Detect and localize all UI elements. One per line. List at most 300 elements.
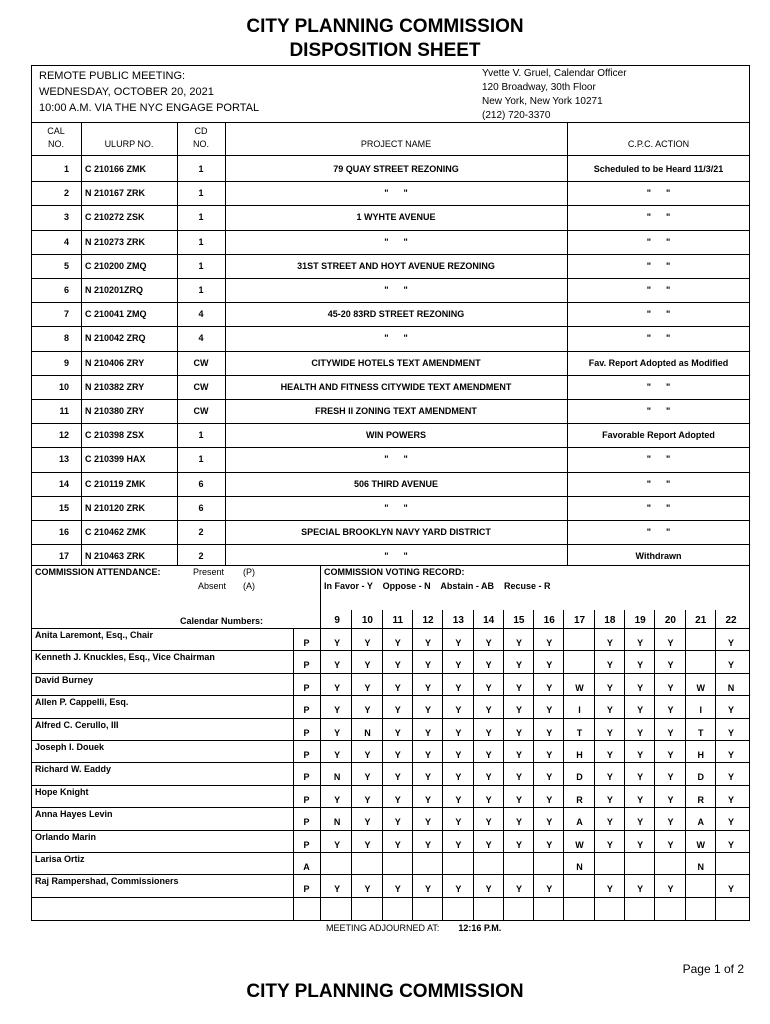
cpc-action: " ": [646, 260, 671, 271]
attendance-mark: P: [303, 750, 310, 760]
vote-cell: Y: [485, 638, 492, 648]
ulurp-number: C 210166 ZMK: [85, 164, 147, 174]
vote-cell: Y: [455, 772, 462, 783]
calendar-row: [31, 423, 750, 447]
ulurp-number: N 210463 ZRK: [85, 551, 146, 562]
vote-cell: Y: [546, 638, 553, 648]
project-name: HEALTH AND FITNESS CITYWIDE TEXT AMENDMENT: [280, 381, 512, 392]
next-page-title: CITY PLANNING COMMISSION: [246, 981, 524, 1002]
cpc-action: " ": [646, 285, 671, 295]
vote-cell: Y: [394, 638, 401, 648]
attendance-mark: P: [303, 839, 310, 850]
cal-number: 4: [63, 236, 69, 247]
vote-cell: Y: [546, 727, 553, 738]
vote-cell: I: [699, 705, 702, 716]
cpc-action: Withdrawn: [635, 551, 682, 562]
project-name: " ": [384, 285, 408, 295]
vote-cell: Y: [485, 682, 492, 693]
vote-cell: Y: [546, 660, 553, 671]
vote-cell: Y: [667, 839, 674, 850]
attendance-mark: A: [303, 862, 310, 872]
vote-cell: Y: [728, 772, 735, 783]
cd-number: CW: [193, 381, 209, 392]
vote-cell: Y: [637, 705, 644, 716]
vote-cell: Y: [334, 638, 341, 648]
vote-cell: Y: [364, 884, 371, 895]
vote-cell: Y: [364, 660, 371, 671]
cd-number: 1: [198, 430, 204, 441]
vote-cell: Y: [425, 638, 432, 648]
cd-number: CW: [193, 357, 209, 368]
vote-cell: Y: [455, 817, 462, 828]
vote-cell: Y: [606, 660, 613, 671]
vote-cell: Y: [364, 705, 371, 716]
vote-cell: Y: [334, 750, 341, 760]
meeting-type: REMOTE PUBLIC MEETING:: [39, 70, 186, 82]
vote-cell: A: [576, 817, 583, 828]
vote-cell: T: [697, 727, 704, 738]
vote-cell: Y: [728, 839, 735, 850]
ulurp-number: C 210041 ZMQ: [85, 309, 147, 320]
vote-cell: Y: [394, 839, 401, 850]
vote-cell: Y: [515, 660, 522, 671]
project-name: 506 THIRD AVENUE: [353, 478, 439, 489]
cd-number: CW: [193, 406, 209, 416]
project-name: 45-20 83RD STREET REZONING: [327, 309, 465, 320]
vote-cell: Y: [515, 750, 522, 760]
vote-cell: Y: [425, 817, 432, 828]
vote-cell: Y: [425, 727, 432, 738]
adjourned-label: MEETING ADJOURNED AT:: [326, 923, 440, 933]
ulurp-number: N 210406 ZRY: [85, 357, 145, 368]
vote-cell: Y: [606, 794, 613, 805]
officer-name: Yvette V. Gruel, Calendar Officer: [482, 68, 627, 79]
cal-number: 10: [58, 381, 69, 392]
cpc-action: " ": [646, 188, 671, 199]
commissioner-name: Anita Laremont, Esq., Chair: [35, 630, 154, 640]
commissioner-name: Hope Knight: [35, 786, 89, 797]
vote-cell: Y: [637, 660, 644, 671]
vote-cell: Y: [485, 705, 492, 716]
vote-cell: W: [696, 682, 705, 693]
ulurp-number: C 210398 ZSX: [85, 430, 145, 441]
cpc-action: " ": [646, 502, 671, 513]
vote-cell: Y: [637, 750, 644, 760]
voting-record-label: COMMISSION VOTING RECORD:: [324, 567, 465, 577]
vote-cell: Y: [425, 750, 432, 760]
vote-cell: Y: [728, 794, 735, 805]
cal-number: 2: [63, 188, 69, 199]
vote-cell: Y: [485, 839, 492, 850]
vote-cell: W: [575, 839, 584, 850]
vote-cell: Y: [455, 794, 462, 805]
commissioner-name: Anna Hayes Levin: [35, 809, 113, 820]
vote-cell: Y: [667, 794, 674, 805]
attendance-mark: P: [303, 638, 310, 648]
calendar-number-header: 10: [361, 615, 373, 626]
project-name: 79 QUAY STREET REZONING: [333, 164, 459, 174]
vote-cell: Y: [637, 772, 644, 783]
vote-cell: I: [578, 705, 581, 716]
project-name: " ": [384, 188, 408, 199]
calendar-number-header: 20: [664, 615, 676, 626]
calendar-row: [31, 254, 750, 278]
vote-cell: Y: [637, 884, 644, 895]
vote-cell: N: [364, 727, 371, 738]
cal-number: 14: [58, 478, 69, 489]
cal-number: 7: [63, 309, 69, 320]
calendar-number-header: 16: [543, 615, 555, 626]
vote-cell: Y: [728, 660, 735, 671]
vote-cell: Y: [606, 682, 613, 693]
officer-city: New York, New York 10271: [482, 96, 603, 107]
vote-cell: Y: [425, 705, 432, 716]
vote-cell: Y: [455, 660, 462, 671]
meeting-info: [39, 68, 259, 116]
calendar-row: [31, 496, 750, 520]
vote-cell: Y: [515, 817, 522, 828]
vote-cell: Y: [425, 660, 432, 671]
calendar-row: [31, 472, 750, 496]
calendar-row: [31, 375, 750, 399]
vote-cell: Y: [606, 772, 613, 783]
calendar-number-header: 17: [573, 615, 586, 626]
cd-number: 1: [198, 454, 204, 465]
calendar-number-header: 22: [725, 615, 737, 626]
calendar-numbers-label: Calendar Numbers:: [180, 616, 264, 626]
attendance-mark: P: [303, 772, 310, 783]
cd-number: 1: [198, 164, 204, 174]
cd-number: 4: [198, 333, 204, 344]
vote-cell: Y: [667, 660, 674, 671]
vote-cell: Y: [455, 705, 462, 716]
ulurp-number: N 210380 ZRY: [85, 406, 145, 416]
cal-number: 6: [63, 285, 69, 295]
vote-cell: Y: [334, 727, 341, 738]
vote-cell: Y: [364, 817, 371, 828]
vote-cell: Y: [606, 839, 613, 850]
ulurp-number: N 210167 ZRK: [85, 188, 146, 199]
cd-number: 6: [198, 502, 204, 513]
calendar-row: [31, 205, 750, 229]
ulurp-number: C 210462 ZMK: [85, 527, 147, 537]
cd-number: 2: [198, 527, 204, 537]
vote-cell: Y: [334, 884, 341, 895]
document-subtitle: DISPOSITION SHEET: [289, 40, 481, 61]
project-name: " ": [384, 502, 408, 513]
cpc-action: " ": [646, 381, 671, 392]
calendar-number-header: 12: [422, 615, 434, 626]
vote-cell: Y: [485, 794, 492, 805]
calendar-number-header: 11: [392, 615, 404, 626]
vote-cell: N: [333, 817, 341, 828]
calendar-number-header: 14: [483, 615, 495, 626]
col-cd-header: CD NO.: [192, 126, 209, 149]
commissioner-name: Kenneth J. Knuckles, Esq., Vice Chairman: [35, 652, 215, 663]
cal-number: 1: [63, 164, 69, 174]
vote-cell: Y: [364, 772, 371, 783]
calendar-row: [31, 520, 750, 544]
ulurp-number: N 210042 ZRQ: [85, 333, 146, 344]
vote-cell: Y: [394, 817, 401, 828]
attendance-mark: P: [303, 705, 310, 716]
vote-cell: Y: [667, 884, 674, 895]
officer-address: 120 Broadway, 30th Floor: [482, 82, 596, 93]
vote-cell: T: [576, 727, 583, 738]
vote-cell: Y: [667, 705, 674, 716]
vote-cell: Y: [637, 682, 644, 693]
project-name: 1 WYHTE AVENUE: [356, 212, 436, 223]
vote-cell: Y: [606, 884, 613, 895]
calendar-officer-info: [482, 67, 627, 123]
vote-cell: Y: [546, 839, 553, 850]
ulurp-number: C 210200 ZMQ: [85, 260, 147, 271]
vote-cell: Y: [606, 727, 613, 738]
col-ulurp-header: ULURP NO.: [104, 139, 154, 149]
vote-cell: Y: [334, 682, 341, 693]
cpc-action: " ": [646, 527, 671, 537]
vote-cell: Y: [455, 839, 462, 850]
vote-cell: Y: [667, 682, 674, 693]
calendar-row: [31, 157, 750, 181]
vote-cell: Y: [667, 727, 674, 738]
ulurp-number: N 210273 ZRK: [85, 236, 146, 247]
vote-cell: Y: [394, 727, 401, 738]
vote-cell: Y: [515, 884, 522, 895]
project-name: WIN POWERS: [366, 430, 426, 441]
commissioner-name: Larisa Ortiz: [35, 854, 85, 864]
cpc-action: " ": [646, 212, 671, 223]
project-name: " ": [384, 236, 408, 247]
cd-number: 4: [198, 309, 204, 320]
present-code: (P): [243, 567, 255, 577]
vote-cell: Y: [606, 750, 613, 760]
calendar-row: [31, 278, 750, 302]
vote-cell: Y: [515, 794, 522, 805]
cd-number: 1: [198, 236, 204, 247]
cd-number: 6: [198, 478, 204, 489]
vote-cell: Y: [485, 817, 492, 828]
calendar-row: [31, 181, 750, 205]
calendar-row: [31, 399, 750, 423]
cal-number: 9: [63, 357, 69, 368]
vote-cell: Y: [394, 750, 401, 760]
vote-cell: N: [576, 862, 583, 872]
vote-cell: Y: [394, 682, 401, 693]
vote-cell: Y: [637, 817, 644, 828]
officer-phone: (212) 720-3370: [482, 110, 551, 121]
vote-cell: Y: [485, 660, 492, 671]
absent-code: (A): [243, 581, 255, 591]
commissioner-name: Raj Rampershad, Commissioners: [35, 876, 179, 887]
cd-number: 1: [198, 188, 204, 199]
vote-cell: Y: [515, 839, 522, 850]
attendance-mark: P: [303, 660, 310, 671]
meeting-date: WEDNESDAY, OCTOBER 20, 2021: [39, 86, 214, 98]
cpc-action: " ": [646, 333, 671, 344]
document-title: CITY PLANNING COMMISSION: [246, 16, 524, 37]
vote-cell: Y: [515, 772, 522, 783]
calendar-number-header: 15: [513, 615, 525, 626]
calendar-row: [31, 230, 750, 254]
cpc-action: " ": [646, 309, 671, 320]
calendar-row: [31, 351, 750, 375]
vote-cell: Y: [637, 727, 644, 738]
cpc-action: Scheduled to be Heard 11/3/21: [593, 164, 724, 174]
vote-cell: Y: [546, 750, 553, 760]
cd-number: 1: [198, 285, 204, 295]
project-name: " ": [384, 454, 408, 465]
vote-cell: Y: [546, 772, 553, 783]
calendar-number-header: 9: [334, 615, 340, 626]
vote-cell: Y: [485, 750, 492, 760]
cal-number: 8: [63, 333, 69, 344]
commissioner-name: David Burney: [35, 674, 94, 685]
vote-cell: Y: [546, 884, 553, 895]
ulurp-number: C 210272 ZSK: [85, 212, 145, 223]
vote-cell: Y: [455, 638, 462, 648]
vote-cell: Y: [667, 772, 674, 783]
vote-cell: Y: [364, 794, 371, 805]
vote-cell: Y: [546, 682, 553, 693]
vote-cell: Y: [728, 705, 735, 716]
ulurp-number: C 210399 HAX: [85, 454, 146, 465]
adjourned-time: 12:16 P.M.: [458, 923, 502, 933]
attendance-mark: P: [303, 727, 310, 738]
vote-cell: H: [576, 750, 583, 760]
ulurp-number: N 210382 ZRY: [85, 381, 145, 392]
vote-cell: Y: [334, 705, 341, 716]
vote-cell: Y: [455, 682, 462, 693]
project-name: SPECIAL BROOKLYN NAVY YARD DISTRICT: [301, 527, 491, 537]
vote-cell: Y: [637, 839, 644, 850]
vote-cell: R: [697, 794, 704, 805]
vote-cell: Y: [455, 884, 462, 895]
vote-cell: Y: [637, 638, 644, 648]
vote-cell: Y: [546, 705, 553, 716]
calendar-row: [31, 447, 750, 471]
page-number: Page 1 of 2: [682, 962, 744, 976]
cal-number: 5: [63, 260, 69, 271]
ulurp-number: C 210119 ZMK: [85, 478, 146, 489]
commissioner-name: Joseph I. Douek: [35, 742, 105, 752]
vote-cell: Y: [667, 750, 674, 760]
commissioner-name: Orlando Marin: [35, 831, 97, 842]
vote-cell: Y: [334, 660, 341, 671]
vote-cell: Y: [606, 817, 613, 828]
cal-number: 12: [58, 430, 69, 441]
col-cal-header: CAL NO.: [47, 126, 65, 149]
vote-cell: D: [576, 772, 583, 783]
vote-cell: Y: [394, 660, 401, 671]
ulurp-number: N 210201ZRQ: [85, 285, 144, 295]
vote-cell: Y: [394, 884, 401, 895]
commissioner-name: Alfred C. Cerullo, III: [35, 719, 119, 730]
vote-cell: Y: [515, 727, 522, 738]
vote-cell: Y: [425, 772, 432, 783]
meeting-time: 10:00 A.M. VIA THE NYC ENGAGE PORTAL: [39, 102, 260, 114]
vote-cell: Y: [455, 750, 462, 760]
vote-cell: Y: [455, 727, 462, 738]
project-name: FRESH II ZONING TEXT AMENDMENT: [315, 406, 477, 416]
col-action-header: C.P.C. ACTION: [627, 139, 690, 149]
cpc-action: Favorable Report Adopted: [602, 430, 715, 441]
vote-cell: Y: [394, 705, 401, 716]
calendar-row: [31, 326, 750, 350]
vote-cell: Y: [485, 884, 492, 895]
project-name: CITYWIDE HOTELS TEXT AMENDMENT: [311, 357, 481, 368]
vote-cell: Y: [606, 705, 613, 716]
vote-cell: Y: [334, 794, 341, 805]
vote-cell: N: [333, 772, 341, 783]
vote-cell: Y: [485, 727, 492, 738]
vote-cell: Y: [334, 839, 341, 850]
calendar-row: [31, 302, 750, 326]
vote-cell: Y: [728, 817, 735, 828]
attendance-mark: P: [303, 682, 310, 693]
calendar-number-header: 21: [695, 615, 707, 626]
vote-cell: Y: [728, 884, 735, 895]
vote-cell: Y: [728, 638, 735, 648]
cal-number: 13: [58, 454, 69, 465]
calendar-number-header: 18: [604, 615, 616, 626]
calendar-number-header: 19: [634, 615, 646, 626]
vote-cell: Y: [485, 772, 492, 783]
meeting-adjourned: [326, 923, 501, 933]
vote-cell: Y: [364, 682, 371, 693]
vote-cell: Y: [425, 682, 432, 693]
calendar-number-header: 13: [452, 615, 464, 626]
cpc-action: " ": [646, 236, 671, 247]
vote-cell: Y: [606, 638, 613, 648]
vote-cell: Y: [546, 794, 553, 805]
vote-cell: Y: [667, 817, 674, 828]
cpc-action: " ": [646, 478, 671, 489]
vote-cell: Y: [364, 638, 371, 648]
cal-number: 11: [59, 406, 69, 416]
vote-cell: Y: [515, 705, 522, 716]
vote-cell: N: [697, 862, 704, 872]
attendance-label: COMMISSION ATTENDANCE:: [35, 567, 161, 577]
vote-cell: Y: [728, 727, 735, 738]
vote-cell: Y: [425, 794, 432, 805]
project-name: " ": [384, 551, 408, 562]
cal-number: 16: [58, 527, 69, 537]
vote-cell: Y: [667, 638, 674, 648]
cd-number: 1: [198, 260, 204, 271]
cal-number: 3: [63, 212, 69, 223]
present-label: Present: [193, 567, 225, 577]
vote-cell: Y: [425, 884, 432, 895]
vote-cell: W: [575, 682, 584, 693]
vote-cell: Y: [546, 817, 553, 828]
attendance-mark: P: [303, 817, 310, 828]
vote-cell: Y: [364, 750, 371, 760]
vote-cell: Y: [364, 839, 371, 850]
vote-cell: Y: [728, 750, 735, 760]
cpc-action: " ": [646, 454, 671, 465]
cal-number: 17: [58, 551, 69, 562]
cpc-action: " ": [646, 406, 671, 416]
absent-label: Absent: [198, 581, 227, 591]
project-name: 31ST STREET AND HOYT AVENUE REZONING: [297, 260, 495, 271]
attendance-mark: P: [303, 884, 310, 895]
project-name: " ": [384, 333, 408, 344]
cd-number: 1: [198, 212, 204, 223]
commissioner-name: Richard W. Eaddy: [35, 764, 112, 775]
col-project-header: PROJECT NAME: [360, 139, 432, 149]
vote-cell: A: [697, 817, 704, 828]
